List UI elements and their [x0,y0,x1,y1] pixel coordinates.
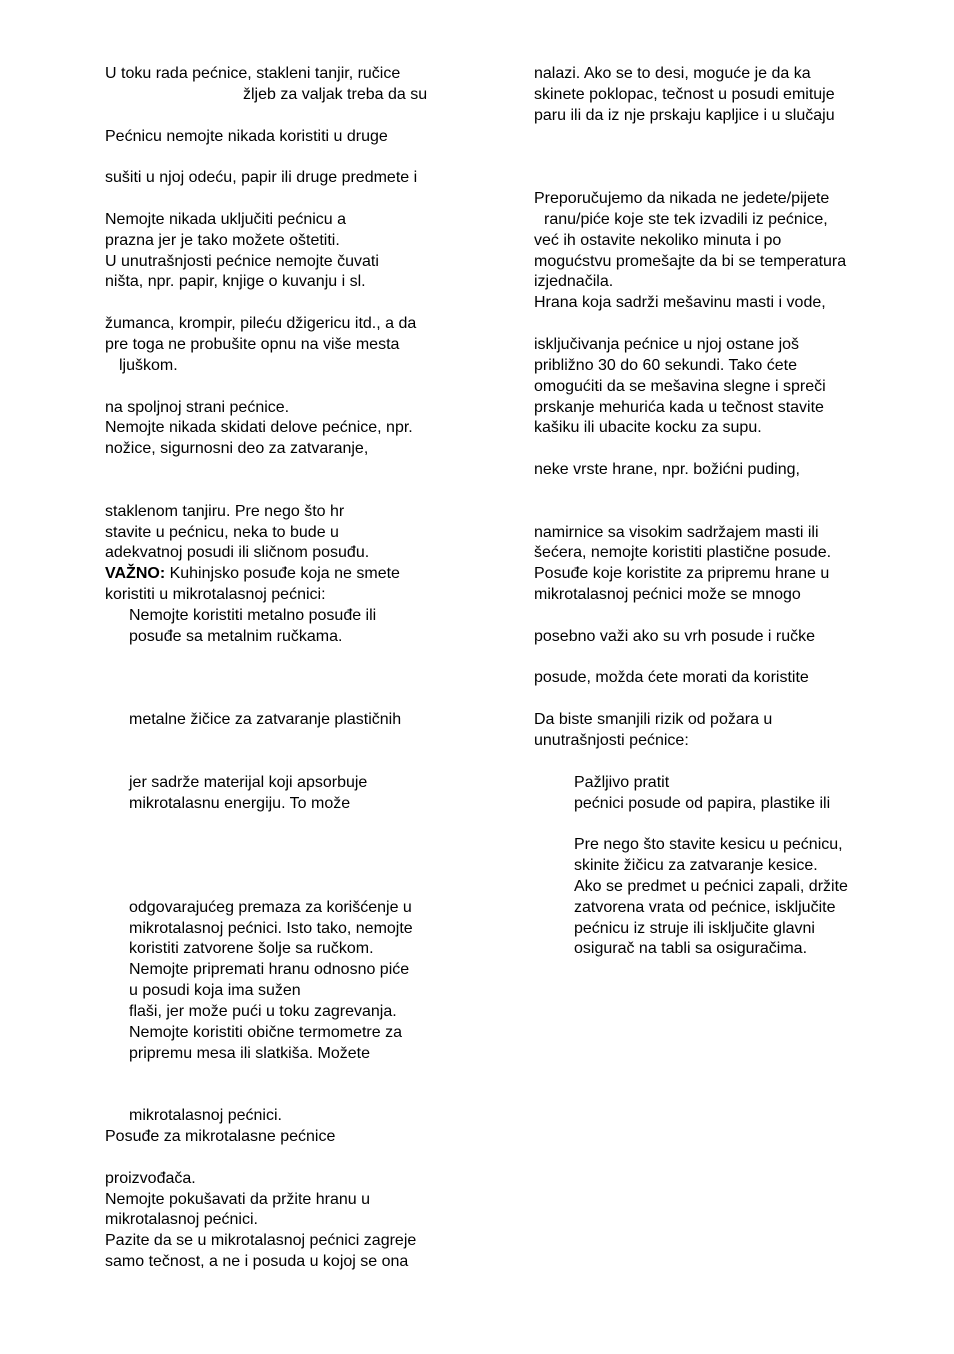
right-line-38: skinite žičicu za zatvaranje kesice. [574,857,818,875]
right-line-37: Pre nego što stavite kesicu u pećnicu, [574,836,843,854]
important-label: VAŽNO: [105,565,166,583]
right-line-13: isključivanja pećnice u njoj ostane još [534,335,800,353]
left-line-24 [105,564,475,585]
right-line-3 [534,127,904,148]
left-line-5: sušiti u njoj odeću, papir ili druge predmete i [105,169,418,187]
left-line-46: Nemojte koristiti obične termometre za [129,1023,402,1041]
left-line-52 [105,1148,475,1169]
right-line-7: ranu/piće koje ste tek izvadili iz pećnice, [544,210,828,228]
right-line-40: zatvorena vrata od pećnice, isključite [574,898,836,916]
left-line-38 [105,856,475,877]
left-line-48 [105,1065,475,1086]
right-line-8: već ih ostavite nekoliko minuta i po [534,231,782,249]
left-line-8: prazna jer je tako možete oštetiti. [105,231,340,249]
right-line-16: prskanje mehurića kada u tečnost stavite [534,398,824,416]
right-line-31: Da biste smanjili rizik od požara u [534,711,773,729]
left-line-34: jer sadrže materijal koji apsorbuje [129,773,368,791]
right-line-10: izjednačila. [534,273,614,291]
left-line-10: ništa, npr. papir, knjige o kuvanju i sl. [105,273,366,291]
left-line-42: koristiti zatvorene šolje sa ručkom. [129,940,374,958]
right-line-17: kašiku ili ubacite kocku za supu. [534,419,762,437]
right-line-12 [534,314,904,335]
right-line-21 [534,502,904,523]
left-line-43: Nemojte pripremati hranu odnosno piće [129,961,410,979]
left-line-28 [105,648,475,669]
left-line-37 [105,835,475,856]
right-line-33 [534,752,904,773]
left-line-9: U unutrašnjosti pećnice nemojte čuvati [105,252,379,270]
left-line-27: posuđe sa metalnim ručkama. [129,627,343,645]
left-line-11 [105,293,475,314]
right-line-24: Posuđe koje koristite za pripremu hrane u [534,565,830,583]
left-line-13: pre toga ne probušite opnu na više mesta [105,335,400,353]
right-line-32: unutrašnjosti pećnice: [534,732,689,749]
right-line-4 [534,147,904,168]
left-line-4 [105,147,475,168]
left-line-23: adekvatnoj posudi ili sličnom posuđu. [105,544,370,562]
right-line-26 [534,606,904,627]
left-line-31: metalne žičice za zatvaranje plastičnih [129,711,402,729]
right-line-19: neke vrste hrane, npr. božićni puding, [534,461,800,479]
right-line-22: namirnice sa visokim sadržajem masti ili [534,523,819,541]
right-column [534,64,904,960]
right-line-25: mikrotalasnoj pećnici može se mnogo [534,586,801,604]
right-line-5 [534,168,904,189]
right-line-15: omogućiti da se mešavina slegne i spreči [534,377,826,395]
left-line-49 [105,1085,475,1106]
left-line-20 [105,481,475,502]
right-line-29: posude, možda ćete morati da koristite [534,669,809,687]
left-line-47: pripremu mesa ili slatkiša. Možete [129,1044,370,1062]
left-line-54: Nemojte pokušavati da pržite hranu u [105,1190,371,1208]
left-line-17: Nemojte nikada skidati delove pećnice, npr. [105,419,413,437]
right-line-2: paru ili da iz nje prskaju kapljice i u slučaju [534,106,835,124]
left-line-50: mikrotalasnoj pećnici. [129,1107,282,1125]
left-line-15 [105,377,475,398]
left-line-36 [105,814,475,835]
left-line-32 [105,731,475,752]
left-line-56: Pazite da se u mikrotalasnoj pećnici zagreje [105,1232,417,1250]
right-line-27: posebno važi ako su vrh posude i ručke [534,627,816,645]
left-line-22: stavite u pećnicu, neka to bude u [105,523,339,541]
right-line-9: mogućstvu promešajte da bi se temperatura [534,252,847,270]
left-line-0: U toku rada pećnice, stakleni tanjir, ručice [105,65,401,82]
left-line-53: proizvođača. [105,1169,196,1187]
right-line-11: Hrana koja sadrži mešavinu masti i vode, [534,294,826,312]
left-line-3: Pećnicu nemojte nikada koristiti u druge [105,127,388,145]
left-line-45: flaši, jer može pući u toku zagrevanja. [129,1002,397,1020]
right-line-35: pećnici posude od papira, plastike ili [574,794,831,812]
left-line-25: koristiti u mikrotalasnoj pećnici: [105,586,326,604]
right-line-20 [534,481,904,502]
left-line-12: žumanca, krompir, pileću džigericu itd., a da [105,315,417,333]
right-line-41: pećnicu iz struje ili isključite glavni [574,919,815,937]
left-line-51: Posuđe za mikrotalasne pećnice [105,1128,336,1146]
left-line-21: staklenom tanjiru. Pre nego što hr [105,502,345,520]
right-line-42: osigurač na tabli sa osiguračima. [574,940,808,958]
left-column [105,64,475,1273]
left-line-29 [105,668,475,689]
right-line-30 [534,689,904,710]
left-line-30 [105,689,475,710]
left-line-41: mikrotalasnoj pećnici. Isto tako, nemojte [129,919,413,937]
right-line-0: nalazi. Ako se to desi, moguće je da ka [534,65,811,82]
left-line-14: ljuškom. [119,356,178,374]
right-line-1: skinete poklopac, tečnost u posudi emituje [534,85,835,103]
right-line-14: približno 30 do 60 sekundi. Tako ćete [534,356,797,374]
left-line-2 [105,106,475,127]
right-line-23: šećera, nemojte koristiti plastične posude. [534,544,832,562]
important-text: Kuhinjsko posuđe koja ne smete [165,565,400,583]
right-line-6: Preporučujemo da nikada ne jedete/pijete [534,190,830,208]
left-line-44: u posudi koja ima sužen [129,982,301,1000]
left-line-35: mikrotalasnu energiju. To može [129,794,351,812]
left-line-39 [105,877,475,898]
left-line-6 [105,189,475,210]
right-line-39: Ako se predmet u pećnici zapali, držite [574,877,848,895]
right-line-18 [534,439,904,460]
left-line-1: žljeb za valjak treba da su [243,85,428,103]
left-line-55: mikrotalasnoj pećnici. [105,1211,258,1229]
left-line-7: Nemojte nikada uključiti pećnicu a [105,210,347,228]
left-line-57: samo tečnost, a ne i posuda u kojoj se ona [105,1253,409,1271]
right-line-36 [534,814,904,835]
left-line-26: Nemojte koristiti metalno posuđe ili [129,606,377,624]
right-line-34: Pažljivo pratit [574,773,670,791]
left-line-33 [105,752,475,773]
left-line-16: na spoljnoj strani pećnice. [105,398,290,416]
left-line-18: nožice, sigurnosni deo za zatvaranje, [105,440,369,458]
left-line-40: odgovarajućeg premaza za korišćenje u [129,898,412,916]
left-line-19 [105,460,475,481]
right-line-28 [534,648,904,669]
